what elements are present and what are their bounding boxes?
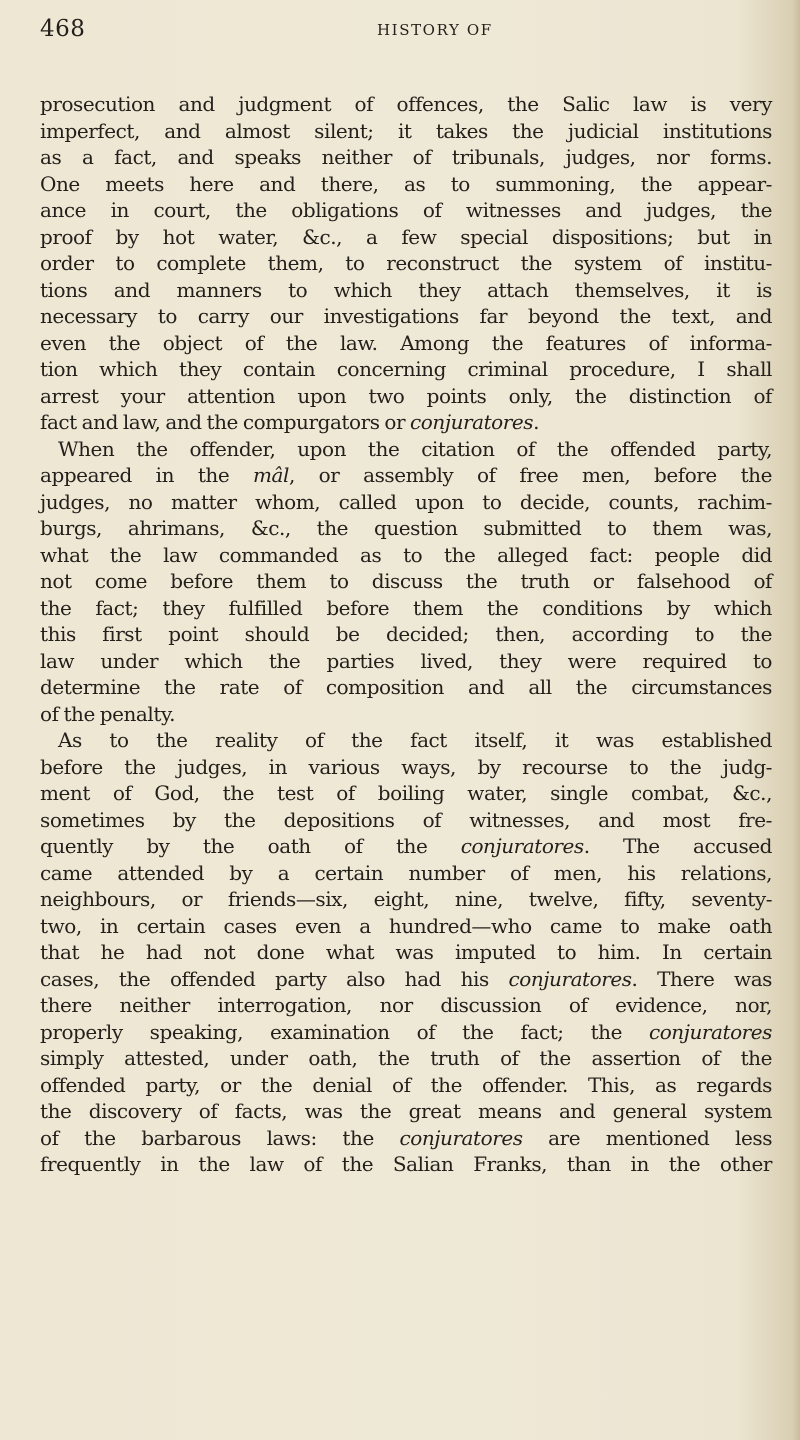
- text-line: of the penalty.: [40, 701, 176, 726]
- text-line: law under which the parties lived, they were required to: [40, 648, 772, 673]
- running-head: HISTORY OF: [377, 21, 493, 39]
- text-line: fact and law, and the compurgators or conjuratores.: [40, 410, 539, 434]
- text-line: two, in certain cases even a hundred—who came to make oath: [40, 913, 772, 938]
- text-line: tion which they contain concerning criminal procedure, I shall: [40, 357, 772, 381]
- text-line: the fact; they fulfilled before them the conditions by which: [40, 595, 772, 620]
- text-line: even the object of the law. Among the features of informa-: [40, 330, 772, 355]
- text-line: One meets here and there, as to summoning, the appear-: [40, 171, 772, 196]
- text-line: prosecution and judgment of offences, the Salic law is very: [40, 92, 772, 116]
- italic-term: conjuratores: [410, 410, 534, 434]
- text-line: neighbours, or friends—six, eight, nine, twelve, fifty, seventy-: [40, 887, 772, 911]
- text-line: came attended by a certain number of men, his relations,: [40, 860, 772, 885]
- text-line: burgs, ahrimans, &c., the question submitted to them was,: [40, 516, 772, 540]
- text-line: that he had not done what was imputed to him. In certain: [40, 940, 772, 964]
- text-line: there neither interrogation, nor discussion of evidence, nor,: [40, 993, 772, 1017]
- italic-term: mâl: [253, 463, 289, 487]
- text-line: When the offender, upon the citation of the offended party,: [58, 436, 772, 461]
- text-line: offended party, or the denial of the offender. This, as regards: [40, 1072, 772, 1097]
- text-line: appeared in the mâl, or assembly of free men, before the: [40, 463, 772, 487]
- text-line: arrest your attention upon two points only, the distinction of: [40, 383, 772, 408]
- text-line: ance in court, the obligations of witnesses and judges, the: [40, 198, 772, 222]
- text-line: ment of God, the test of boiling water, single combat, &c.,: [40, 781, 772, 805]
- text-line: tions and manners to which they attach themselves, it is: [40, 277, 772, 302]
- text-line: order to complete them, to reconstruct the system of institu-: [40, 251, 772, 275]
- body-text: [40, 91, 772, 1178]
- italic-term: conjuratores: [460, 834, 584, 858]
- text-line: before the judges, in various ways, by recourse to the judg-: [40, 754, 772, 779]
- text-line: As to the reality of the fact itself, it was established: [58, 728, 772, 752]
- text-line: proof by hot water, &c., a few special dispositions; but in: [40, 224, 772, 249]
- text-line: determine the rate of composition and all the circumstances: [40, 675, 772, 699]
- text-line: of the barbarous laws: the conjuratores are mentioned less: [40, 1125, 773, 1150]
- page-number: 468: [40, 16, 86, 42]
- text-line: judges, no matter whom, called upon to decide, counts, rachim-: [40, 489, 772, 514]
- text-line: quently by the oath of the conjuratores. The accused: [40, 834, 772, 858]
- text-line: simply attested, under oath, the truth of the assertion of the: [40, 1046, 772, 1070]
- text-line: cases, the offended party also had his conjuratores. There was: [40, 966, 772, 991]
- italic-term: conjuratores: [648, 1019, 772, 1044]
- text-line: frequently in the law of the Salian Franks, than in the other: [40, 1152, 772, 1176]
- text-line: the discovery of facts, was the great means and general system: [40, 1099, 772, 1123]
- italic-term: conjuratores: [399, 1125, 523, 1150]
- italic-term: conjuratores: [508, 966, 632, 991]
- text-line: imperfect, and almost silent; it takes the judicial institutions: [40, 118, 772, 143]
- text-line: necessary to carry our investigations far beyond the text, and: [40, 304, 772, 328]
- text-line: as a fact, and speaks neither of tribunals, judges, nor forms.: [40, 145, 772, 169]
- text-line: not come before them to discuss the truth or falsehood of: [40, 569, 772, 593]
- text-line: this first point should be decided; then, according to the: [40, 622, 772, 646]
- page-header: [40, 16, 760, 56]
- text-line: properly speaking, examination of the fact; the conjuratores: [40, 1019, 772, 1044]
- text-line: sometimes by the depositions of witnesses, and most fre-: [40, 807, 772, 832]
- text-line: what the law commanded as to the alleged fact: people did: [40, 542, 772, 567]
